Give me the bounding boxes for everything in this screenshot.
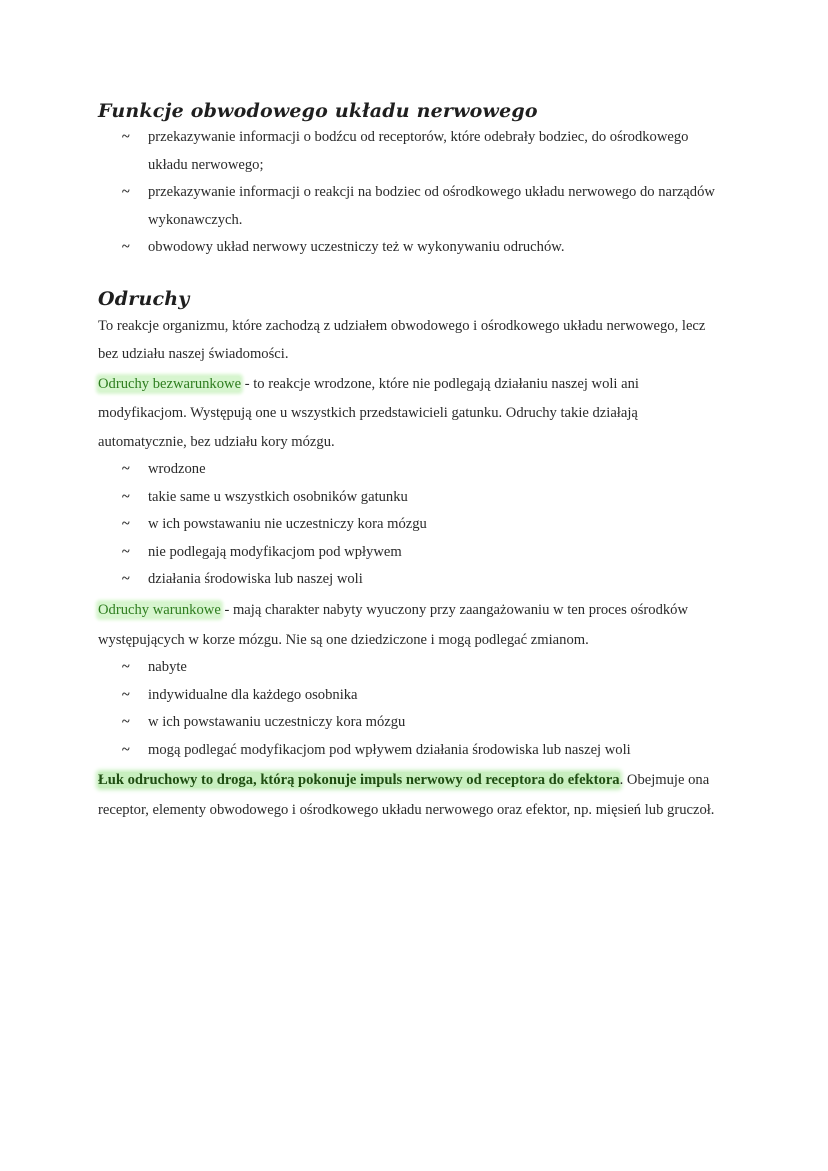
tilde-bullet-icon: ~ xyxy=(122,239,130,255)
section-title-reflexes: Odruchy xyxy=(98,288,190,310)
definition-highlight: Łuk odruchowy to droga, którą pokonuje impuls nerwowy od receptora do efektora xyxy=(98,772,620,788)
list-item: ~ nabyte xyxy=(98,654,728,682)
list-item: ~ działania środowiska lub naszej woli xyxy=(98,566,728,594)
tilde-bullet-icon: ~ xyxy=(122,488,130,505)
reflexes-intro: To reakcje organizmu, które zachodzą z udziałem obwodowego i ośrodkowego układu nerwowego, lecz bez udziału naszej świadomości. xyxy=(98,318,706,362)
list-item: ~ przekazywanie informacji o bodźcu od receptorów, które odebrały bodziec, do ośrodkowego układu nerwowego; xyxy=(98,124,728,179)
section-title-functions: Funkcje obwodowego układu nerwowego xyxy=(98,100,538,122)
tilde-bullet-icon: ~ xyxy=(122,714,130,730)
list-item: ~ takie same u wszystkich osobników gatunku xyxy=(98,484,728,512)
tilde-bullet-icon: ~ xyxy=(122,659,130,675)
tilde-bullet-icon: ~ xyxy=(122,129,130,145)
reflex-arc-paragraph: Łuk odruchowy to droga, którą pokonuje impuls nerwowy od receptora do efektora. Obejmuje ona receptor, elementy obwodowego i ośrodkowego układu nerwowego oraz efektor, np. mięsień lub gruczoł. xyxy=(98,772,715,818)
tilde-bullet-icon: ~ xyxy=(122,184,130,200)
tilde-bullet-icon: ~ xyxy=(122,686,130,703)
list-item: ~ obwodowy układ nerwowy uczestniczy też w wykonywaniu odruchów. xyxy=(98,234,728,262)
conditioned-list xyxy=(98,654,728,764)
term-highlight: Odruchy bezwarunkowe xyxy=(98,376,242,392)
list-item: ~ nie podlegają modyfikacjom pod wpływem xyxy=(98,539,728,567)
tilde-bullet-icon: ~ xyxy=(122,543,130,560)
unconditioned-list xyxy=(98,456,728,594)
conditioned-paragraph: Odruchy warunkowe - mają charakter nabyty wyuczony przy zaangażowaniu w ten proces ośrodków występujących w korze mózgu. Nie są one dziedziczone i mogą podlegać zmianom. xyxy=(98,602,689,648)
tilde-bullet-icon: ~ xyxy=(122,741,130,758)
list-item: ~ przekazywanie informacji o reakcji na bodziec od ośrodkowego układu nerwowego do narządów wykonawczych. xyxy=(98,179,728,234)
list-item: ~ w ich powstawaniu nie uczestniczy kora mózgu xyxy=(98,511,728,539)
tilde-bullet-icon: ~ xyxy=(122,516,130,532)
functions-list xyxy=(98,124,728,262)
list-item: ~ w ich powstawaniu uczestniczy kora mózgu xyxy=(98,709,728,737)
term-highlight: Odruchy warunkowe xyxy=(98,602,221,618)
unconditioned-paragraph: Odruchy bezwarunkowe - to reakcje wrodzone, które nie podlegają działaniu naszej woli ani modyfikacjom. Występują one u wszystkich przedstawicieli gatunku. Odruchy takie działają automatycznie, bez udziału kory mózgu. xyxy=(98,376,639,450)
tilde-bullet-icon: ~ xyxy=(122,461,130,477)
list-item: ~ mogą podlegać modyfikacjom pod wpływem działania środowiska lub naszej woli xyxy=(98,737,728,765)
list-item: ~ wrodzone xyxy=(98,456,728,484)
tilde-bullet-icon: ~ xyxy=(122,571,130,587)
list-item: ~ indywidualne dla każdego osobnika xyxy=(98,682,728,710)
